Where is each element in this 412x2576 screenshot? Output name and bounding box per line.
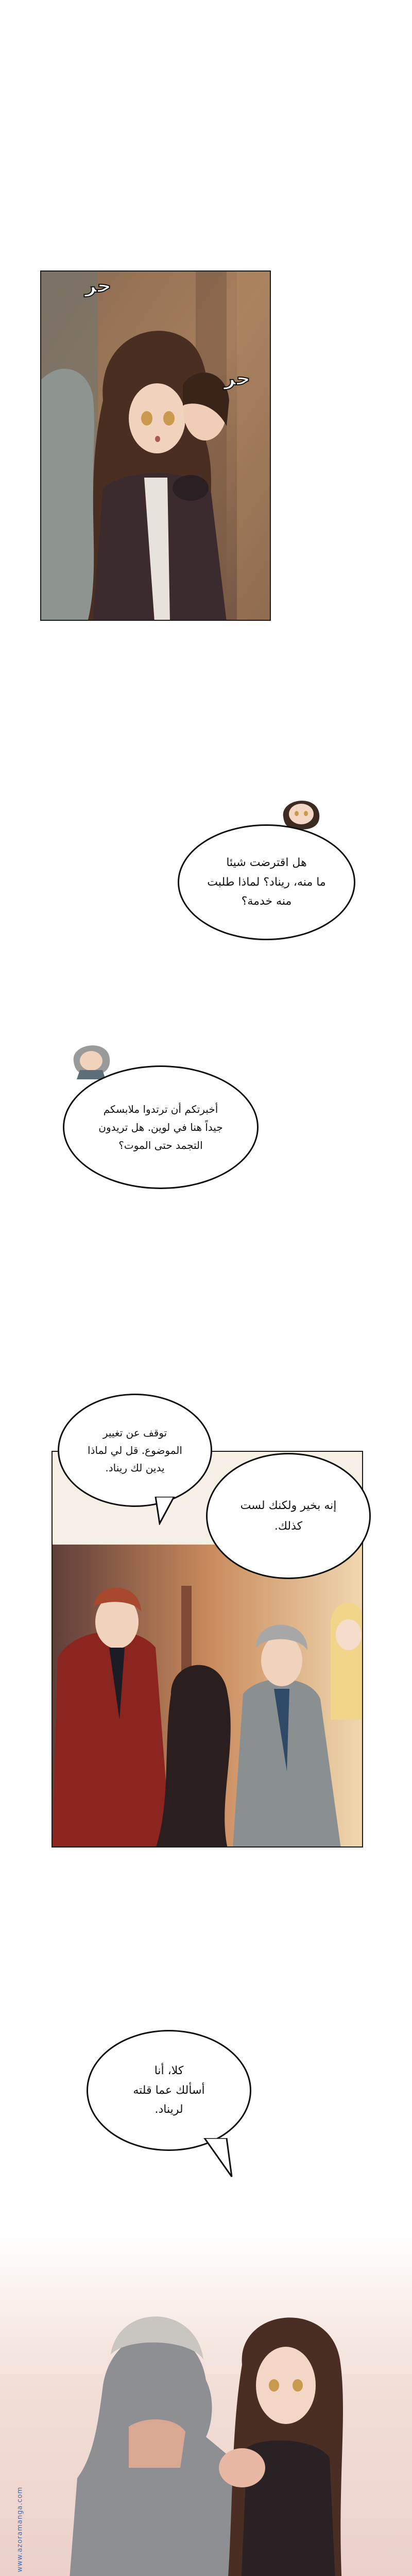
bubble-2-line-2: جيداً هنا في لوين. هل تريدون: [98, 1121, 223, 1133]
bubble-3-tail: [154, 1497, 175, 1525]
bubble-3-line-2: الموضوع. قل لي لماذا: [88, 1444, 182, 1456]
speech-bubble-2: [63, 1065, 259, 1189]
bubble-4-line-1: إنه بخير ولكنك لست: [240, 1499, 337, 1512]
speech-bubble-4: [206, 1453, 371, 1579]
bubble-2-line-3: التجمد حتى الموت؟: [118, 1139, 203, 1151]
bubble-5-tail: [203, 2138, 234, 2179]
sfx-first: ﺣﺮ: [85, 274, 112, 297]
bubble-5-line-1: كلا، أنا: [154, 2064, 184, 2078]
speech-bubble-5: [87, 2030, 251, 2151]
bubble-3-line-3: يدين لك ريناد.: [105, 1462, 165, 1474]
watermark-text: www.azoramanga.com: [16, 2486, 24, 2572]
panel-1-art: [41, 272, 271, 621]
speech-bubble-3: [58, 1394, 212, 1507]
bubble-1-line-1: هل اقترضت شيئا: [226, 856, 307, 870]
bubble-1-line-3: منه خدمة؟: [241, 895, 292, 908]
panel-1: [40, 270, 271, 621]
speech-bubble-1: [178, 824, 355, 940]
chibi-gray-hair-man-icon: [70, 1038, 113, 1079]
bubble-5-line-3: لريناد.: [154, 2103, 183, 2116]
sfx-second: ﺣﺮ: [224, 367, 251, 389]
bubble-1-line-2: ما منه، ريناد؟ لماذا طلبت: [207, 875, 326, 889]
bubble-4-line-2: كذلك.: [274, 1519, 303, 1533]
bubble-3-line-1: توقف عن تغيير: [102, 1427, 167, 1439]
bubble-5-line-2: أسألك عما قلته: [133, 2083, 205, 2097]
bubble-2-line-1: أخبرتكم أن ترتدوا ملابسكم: [103, 1103, 218, 1115]
panel-3-art: [0, 2231, 412, 2576]
panel-3: [0, 2231, 412, 2576]
